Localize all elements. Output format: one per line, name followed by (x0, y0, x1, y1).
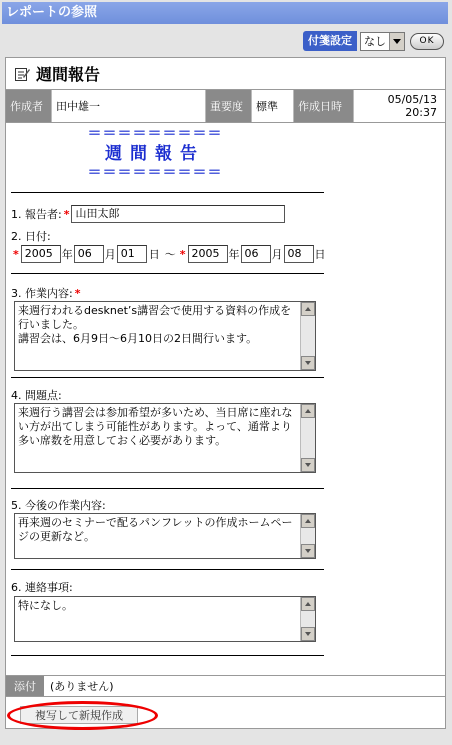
report-meta (6, 90, 445, 123)
attachment-row (6, 675, 445, 697)
date-label: 2. 日付: (11, 230, 51, 243)
scroll-up-icon[interactable] (301, 514, 315, 528)
report-banner (6, 127, 304, 181)
work-text: 来週行われるdesknet’s講習会で使用する資料の作成を行いました。 講習会は、6月9日～6月10日の2日間行います。 (18, 304, 292, 345)
sticky-note-toolbar (303, 31, 444, 51)
scroll-down-icon[interactable] (301, 356, 315, 370)
sticky-note-select-value: なし (364, 35, 386, 48)
sticky-note-select[interactable] (360, 32, 405, 51)
divider (11, 569, 324, 570)
from-month-input[interactable]: 06 (74, 245, 104, 263)
reporter-input[interactable]: 山田太郎 (71, 205, 285, 223)
memo-icon (14, 66, 30, 82)
required-mark: * (74, 286, 81, 300)
to-month-input[interactable]: 06 (241, 245, 271, 263)
year-unit: 年 (61, 248, 73, 261)
chevron-down-icon[interactable] (389, 33, 404, 50)
author-value: 田中雄一 (52, 90, 206, 122)
plan-scrollbar[interactable] (300, 514, 315, 558)
from-year-input[interactable]: 2005 (21, 245, 61, 263)
work-label: 3. 作業内容: (11, 287, 73, 300)
from-day-input[interactable]: 01 (117, 245, 147, 263)
plan-text: 再来週のセミナーで配るパンフレットの作成ホームページの更新など。 (18, 516, 293, 543)
notes-textarea[interactable] (14, 596, 316, 642)
plan-textarea[interactable] (14, 513, 316, 559)
work-textarea[interactable] (14, 301, 316, 371)
reporter-label: 1. 報告者: (11, 208, 62, 221)
created-datetime (354, 90, 445, 122)
to-year-input[interactable]: 2005 (188, 245, 228, 263)
divider (11, 655, 324, 656)
report-header (6, 58, 445, 90)
divider (11, 488, 324, 489)
year-unit: 年 (228, 248, 240, 261)
author-label: 作成者 (6, 90, 52, 122)
day-unit: 日 (148, 248, 160, 261)
required-mark: * (179, 247, 186, 261)
scroll-up-icon[interactable] (301, 302, 315, 316)
attachment-value: (ありません) (50, 680, 114, 693)
reporter-row (11, 205, 285, 223)
report-panel (5, 57, 446, 729)
day-unit: 日 (314, 248, 326, 261)
window-title: レポートの参照 (2, 2, 448, 24)
work-label-row (11, 285, 82, 301)
scroll-down-icon[interactable] (301, 544, 315, 558)
range-separator: ～ (164, 248, 176, 261)
banner-title: 週間報告 (105, 144, 205, 164)
date-range-row (11, 245, 327, 263)
copy-new-button[interactable]: 複写して新規作成 (20, 706, 138, 724)
ok-button[interactable]: OK (410, 33, 444, 50)
divider (11, 273, 324, 274)
required-mark: * (13, 247, 19, 261)
scroll-down-icon[interactable] (301, 458, 315, 472)
issue-scrollbar[interactable] (300, 404, 315, 472)
scroll-up-icon[interactable] (301, 597, 315, 611)
to-day-input[interactable]: 08 (284, 245, 314, 263)
created-date: 05/05/13 (387, 93, 437, 106)
banner-rule-top: ＝＝＝＝＝＝＝＝＝ (87, 126, 223, 142)
issue-text: 来週行う講習会は参加希望が多いため、当日席に座れない方が出てしまう可能性があります。よって、通常より多い席数を用意しておく必要があります。 (18, 406, 293, 447)
highlight-circle (7, 701, 158, 730)
sticky-note-label: 付箋設定 (303, 31, 357, 51)
scroll-down-icon[interactable] (301, 627, 315, 641)
month-unit: 月 (271, 248, 283, 261)
report-heading: 週間報告 (36, 65, 101, 84)
issue-textarea[interactable] (14, 403, 316, 473)
banner-rule-bottom: ＝＝＝＝＝＝＝＝＝ (87, 165, 223, 181)
priority-label: 重要度 (206, 90, 252, 122)
priority-value: 標準 (252, 90, 294, 122)
month-unit: 月 (104, 248, 116, 261)
divider (11, 377, 324, 378)
attachment-label: 添付 (6, 676, 44, 696)
created-label: 作成日時 (294, 90, 354, 122)
notes-scrollbar[interactable] (300, 597, 315, 641)
required-mark: * (63, 207, 70, 221)
notes-text: 特になし。 (18, 599, 73, 612)
issue-label: 4. 問題点: (11, 389, 62, 402)
notes-label: 6. 連絡事項: (11, 581, 73, 594)
divider (11, 192, 324, 193)
created-time: 20:37 (405, 106, 437, 119)
plan-label: 5. 今後の作業内容: (11, 499, 106, 512)
work-scrollbar[interactable] (300, 302, 315, 370)
scroll-up-icon[interactable] (301, 404, 315, 418)
